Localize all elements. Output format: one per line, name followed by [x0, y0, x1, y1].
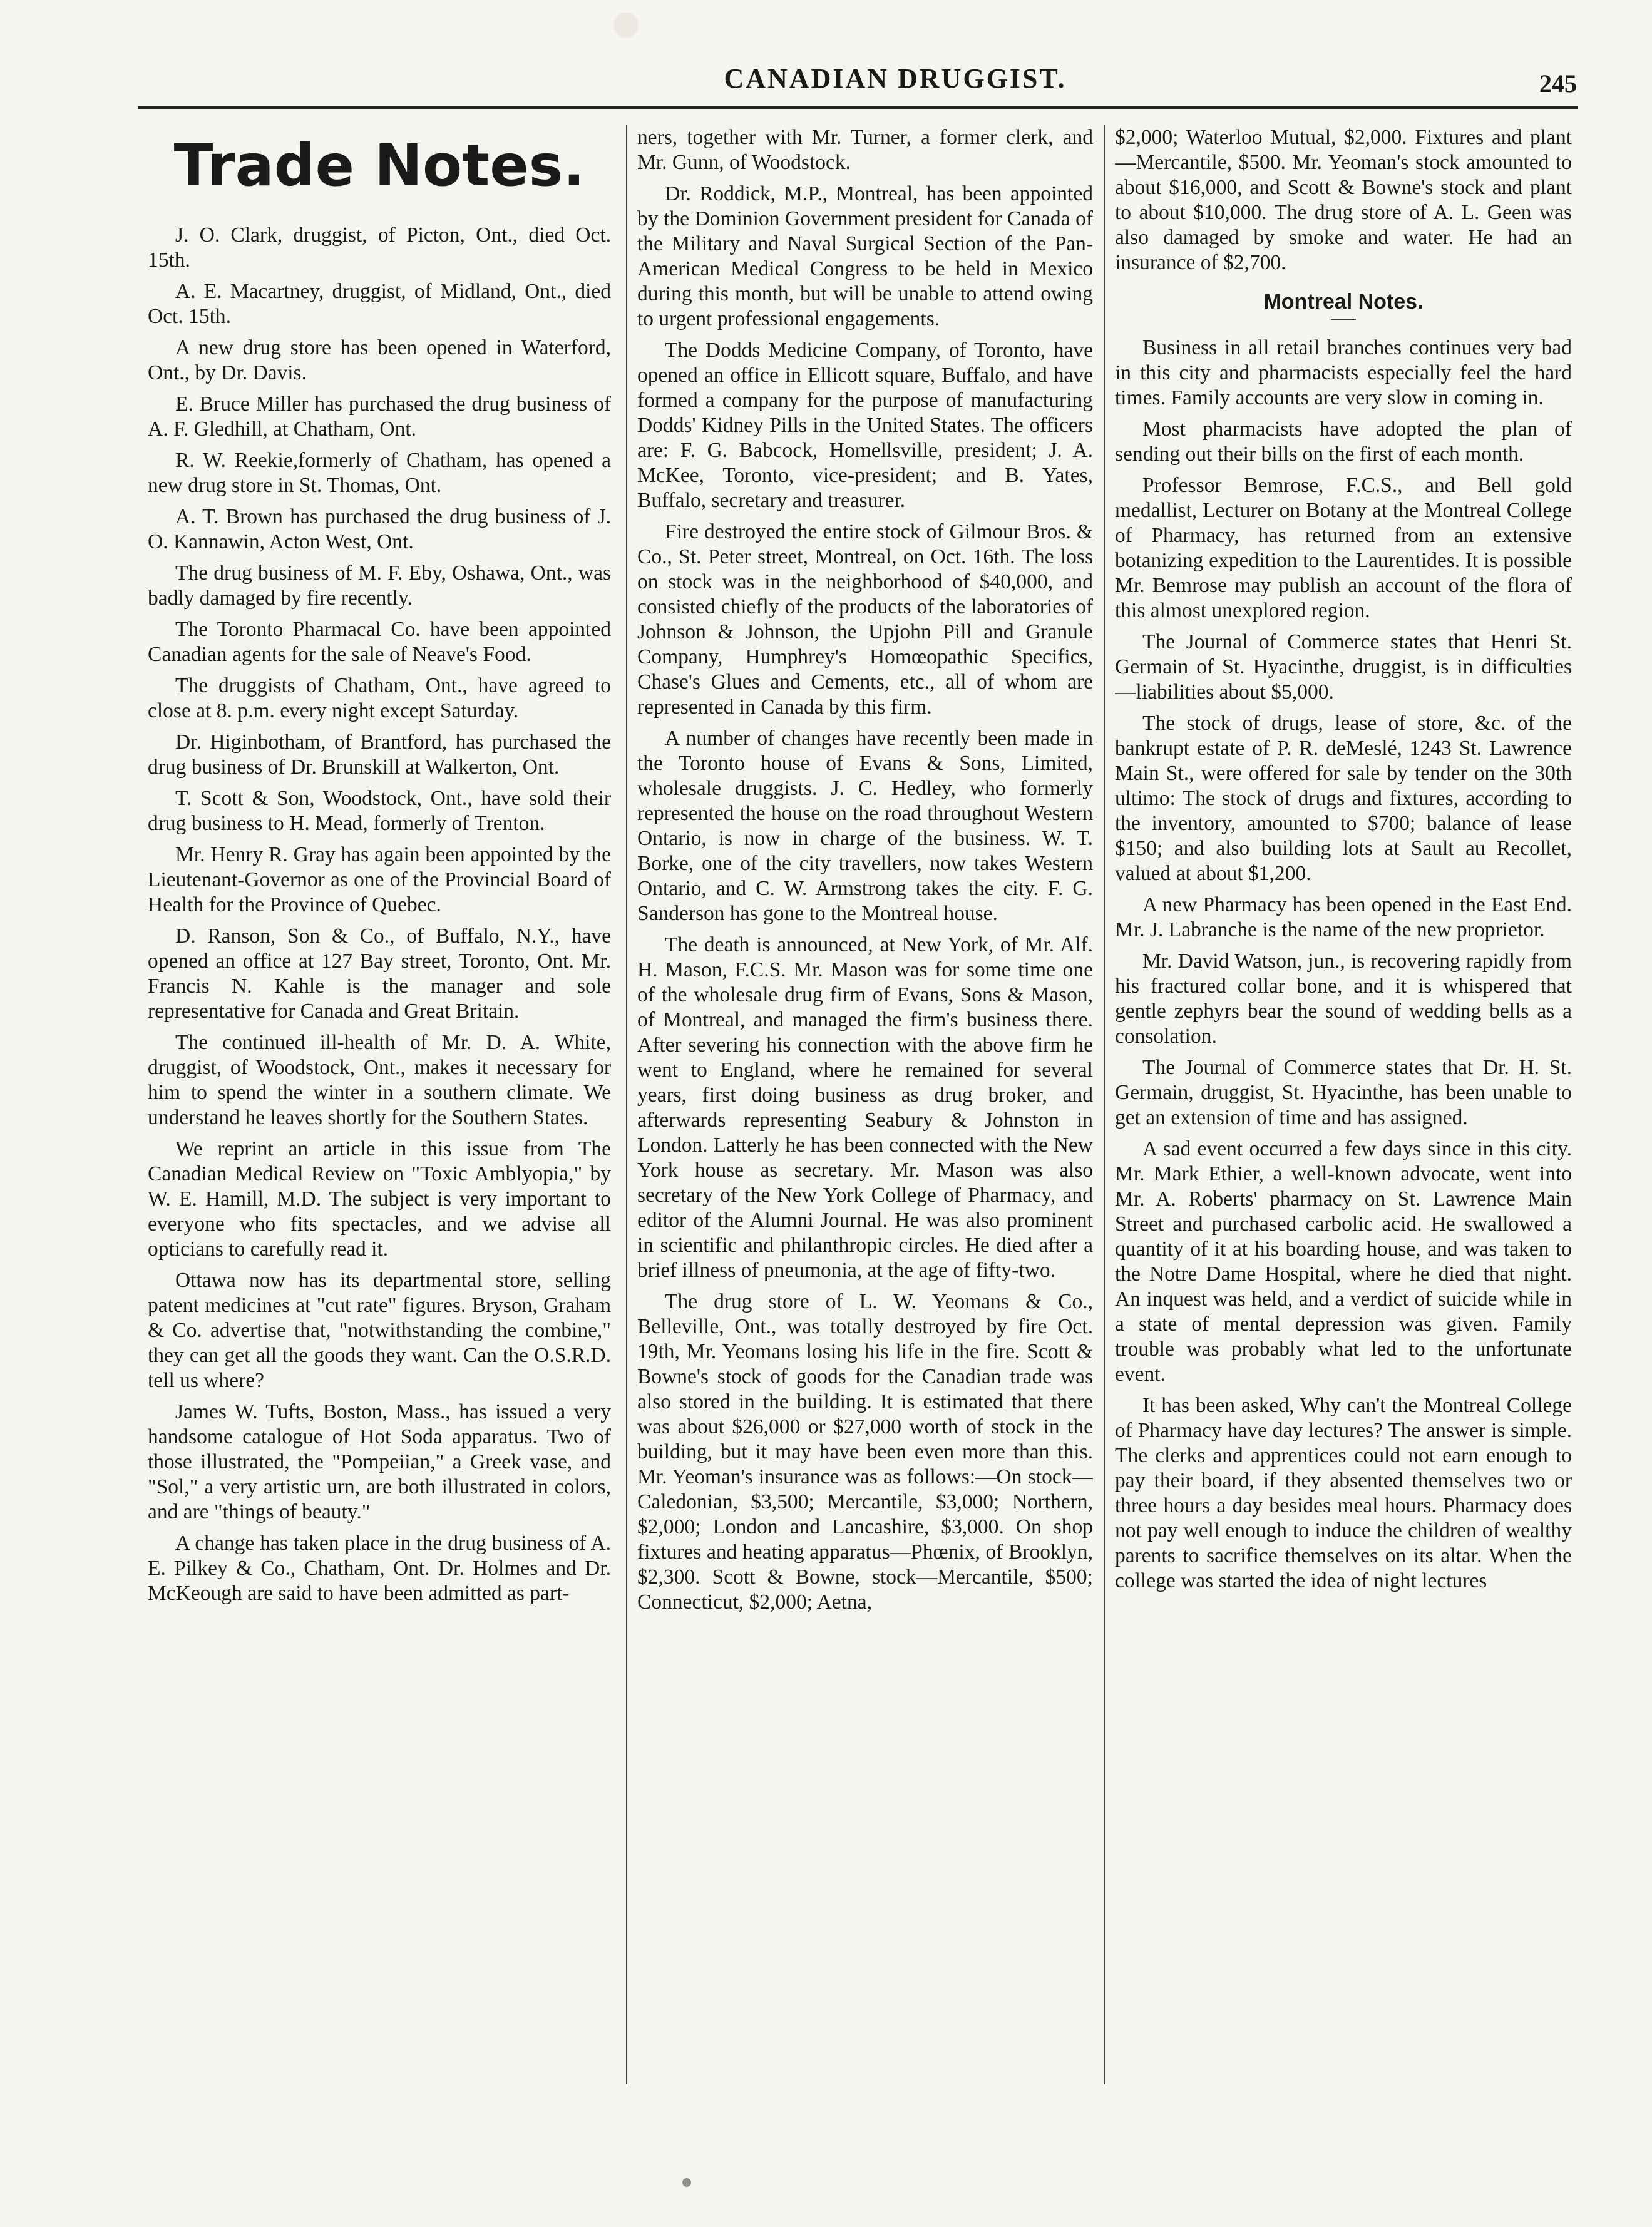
news-item: A number of changes have recently been made in the Toronto house of Evans & Sons, Limited, wholesale druggists. J. C. Hedley, who formerly represented the house on the road throughout Western Ontario, is now in charge of the business. W. T. Borke, one of the city travellers, now takes Western Ontario, and C. W. Armstrong takes the city. F. G. Sanderson has gone to the Montreal house. — [637, 727, 1093, 925]
subhead-rule — [1331, 319, 1356, 320]
news-item: A change has taken place in the drug business of A. E. Pilkey & Co., Chatham, Ont. Dr. Holmes and Dr. McKeough are said to have been admitted as part- — [148, 1532, 611, 1605]
news-item: The Dodds Medicine Company, of Toronto, have opened an office in Ellicott square, Buffalo, and have formed a company for the purpose of manufacturing Dodds' Kidney Pills in the United States. The officers are: F. G. Babcock, Homellsville, president; J. A. McKee, Toronto, vice-president; and B. Yates, Buffalo, secretary and treasurer. — [637, 339, 1093, 512]
running-title: CANADIAN DRUGGIST. — [724, 63, 1067, 94]
news-item: Ottawa now has its departmental store, selling patent medicines at "cut rate" figures. Bryson, Graham & Co. advertise that, "notwithstanding the combine," they can get all the goods they want. Can the O.S.R.D. tell us where? — [148, 1269, 611, 1392]
column-rule — [626, 125, 627, 2084]
paper-blemish — [613, 13, 639, 38]
news-item: A new drug store has been opened in Waterford, Ont., by Dr. Davis. — [148, 336, 611, 384]
news-item: The druggists of Chatham, Ont., have agreed to close at 8. p.m. every night except Saturday. — [148, 674, 611, 722]
news-item: A sad event occurred a few days since in this city. Mr. Mark Ethier, a well-known advocate, went into Mr. A. Roberts' pharmacy on St. Lawrence Main Street and purchased carbolic acid. He swallowed a quantity of it at his boarding house, and was taken to the Notre Dame Hospital, where he died that night. An inquest was held, and a verdict of suicide while in a state of mental depression was given. Family trouble was probably what led to the unfortunate event. — [1115, 1137, 1572, 1386]
news-item: A new Pharmacy has been opened in the East End. Mr. J. Labranche is the name of the new proprietor. — [1115, 893, 1572, 941]
page-number: 245 — [1539, 69, 1577, 98]
continued-text: $2,000; Waterloo Mutual, $2,000. Fixtures and plant—Mercantile, $500. Mr. Yeoman's stock amounted to about $16,000, and Scott & Bowne's stock and plant to about $10,000. The drug store of A. L. Geen was also damaged by smoke and water. He had an insurance of $2,700. — [1115, 126, 1572, 274]
news-item: Mr. Henry R. Gray has again been appointed by the Lieutenant-Governor as one of the Provincial Board of Health for the Province of Quebec. — [148, 843, 611, 916]
news-item: A. T. Brown has purchased the drug business of J. O. Kannawin, Acton West, Ont. — [148, 505, 611, 553]
paper-blemish — [682, 2178, 691, 2187]
news-item: The drug store of L. W. Yeomans & Co., Belleville, Ont., was totally destroyed by fire Oct. 19th, Mr. Yeomans losing his life in the fire. Scott & Bowne's stock of goods for the Canadian trade was also stored in the building. It is estimated that there was about $26,000 or $27,000 worth of stock in the building, but it may have been even more than this. Mr. Yeoman's insurance was as follows:—On stock—Caledonian, $3,500; Mercantile, $3,000; Northern, $2,000; London and Lancashire, $3,000. On shop fixtures and heating apparatus—Phœnix, of Brooklyn, $2,300. Scott & Bowne, stock—Mercantile, $500; Connecticut, $2,000; Aetna, — [637, 1290, 1093, 1614]
news-item: J. O. Clark, druggist, of Picton, Ont., died Oct. 15th. — [148, 223, 611, 272]
news-item: Mr. David Watson, jun., is recovering rapidly from his fractured collar bone, and it is whispered that gentle zephyrs bear the sound of wedding bells as a consolation. — [1115, 950, 1572, 1048]
news-item: The Journal of Commerce states that Henri St. Germain of St. Hyacinthe, druggist, is in difficulties—liabilities about $5,000. — [1115, 630, 1572, 704]
header-rule — [138, 106, 1578, 109]
news-item: The continued ill-health of Mr. D. A. White, druggist, of Woodstock, Ont., makes it necessary for him to spend the winter in a southern climate. We understand he leaves shortly for the Southern States. — [148, 1031, 611, 1129]
news-item: Dr. Higinbotham, of Brantford, has purchased the drug business of Dr. Brunskill at Walkerton, Ont. — [148, 730, 611, 779]
news-item: Business in all retail branches continues very bad in this city and pharmacists especially feel the hard times. Family accounts are very slow in coming in. — [1115, 336, 1572, 409]
news-item: E. Bruce Miller has purchased the drug business of A. F. Gledhill, at Chatham, Ont. — [148, 392, 611, 441]
column-3 — [1115, 125, 1572, 2097]
news-item: Professor Bemrose, F.C.S., and Bell gold medallist, Lecturer on Botany at the Montreal College of Pharmacy, has returned from an extensive botanizing expedition to the Laurentides. It is possible Mr. Bemrose may publish an account of the flora of this almost unexplored region. — [1115, 474, 1572, 622]
news-item: A. E. Macartney, druggist, of Midland, Ont., died Oct. 15th. — [148, 280, 611, 328]
news-item: Fire destroyed the entire stock of Gilmour Bros. & Co., St. Peter street, Montreal, on Oct. 16th. The loss on stock was in the neighborhood of $40,000, and consisted chiefly of the products of the laboratories of Johnson & Johnson, the Upjohn Pill and Granule Company, Humphrey's Homœopathic Specifics, Chase's Glues and Cements, etc., all of whom are represented in Canada by this firm. — [637, 520, 1093, 719]
news-item: R. W. Reekie,formerly of Chatham, has opened a new drug store in St. Thomas, Ont. — [148, 449, 611, 497]
news-item: James W. Tufts, Boston, Mass., has issued a very handsome catalogue of Hot Soda apparatus. Two of those illustrated, the "Pompeiian," a Greek vase, and "Sol," a very artistic urn, are both illustrated in colors, and are "things of beauty." — [148, 1400, 611, 1523]
news-item: Most pharmacists have adopted the plan of sending out their bills on the first of each month. — [1115, 417, 1572, 466]
subhead-montreal-notes: Montreal Notes. — [1263, 290, 1424, 314]
continued-text: ners, together with Mr. Turner, a former clerk, and Mr. Gunn, of Woodstock. — [637, 126, 1093, 174]
column-rule — [1104, 125, 1105, 2084]
news-item: T. Scott & Son, Woodstock, Ont., have sold their drug business to H. Mead, formerly of Trenton. — [148, 787, 611, 835]
section-title: Trade Notes. — [173, 132, 585, 199]
column-1 — [148, 125, 611, 2097]
news-item: The drug business of M. F. Eby, Oshawa, Ont., was badly damaged by fire recently. — [148, 561, 611, 610]
news-item: D. Ranson, Son & Co., of Buffalo, N.Y., have opened an office at 127 Bay street, Toronto, Ont. Mr. Francis N. Kahle is the manager and sole representative for Canada and Great Britain. — [148, 924, 611, 1023]
news-item: It has been asked, Why can't the Montreal College of Pharmacy have day lectures? The answer is simple. The clerks and apprentices could not earn enough to pay their board, if they absented themselves two or three hours a day besides meal hours. Pharmacy does not pay well enough to induce the children of wealthy parents to sacrifice themselves on its altar. When the college was started the idea of night lectures — [1115, 1394, 1572, 1592]
column-2 — [637, 125, 1093, 2097]
news-item: Dr. Roddick, M.P., Montreal, has been appointed by the Dominion Government president for Canada of the Military and Naval Surgical Section of the Pan-American Medical Congress to be held in Mexico during this month, but will be unable to attend owing to urgent professional engagements. — [637, 182, 1093, 330]
news-item: The death is announced, at New York, of Mr. Alf. H. Mason, F.C.S. Mr. Mason was for some time one of the wholesale drug firm of Evans, Sons & Mason, of Montreal, and managed the firm's business there. After severing his connection with the above firm he went to England, where he remained for several years, first doing business as drug broker, and afterwards representing Seabury & Johnston in London. Latterly he has been connected with the New York house as secretary. Mr. Mason was also secretary of the New York College of Pharmacy, and editor of the Alumni Journal. He was also prominent in scientific and philanthropic circles. He died after a brief illness of pneumonia, at the age of fifty-two. — [637, 933, 1093, 1282]
news-item: The Journal of Commerce states that Dr. H. St. Germain, druggist, St. Hyacinthe, has been unable to get an extension of time and has assigned. — [1115, 1056, 1572, 1129]
news-item: We reprint an article in this issue from The Canadian Medical Review on "Toxic Amblyopia," by W. E. Hamill, M.D. The subject is very important to everyone who fits spectacles, and we advise all opticians to carefully read it. — [148, 1137, 611, 1261]
news-item: The Toronto Pharmacal Co. have been appointed Canadian agents for the sale of Neave's Food. — [148, 618, 611, 666]
news-item: The stock of drugs, lease of store, &c. of the bankrupt estate of P. R. deMeslé, 1243 St. Lawrence Main St., were offered for sale by tender on the 30th ultimo: The stock of drugs and fixtures, according to the inventory, amounted to $700; balance of lease $150; and also building lots at Sault au Recollet, valued at about $1,200. — [1115, 712, 1572, 885]
